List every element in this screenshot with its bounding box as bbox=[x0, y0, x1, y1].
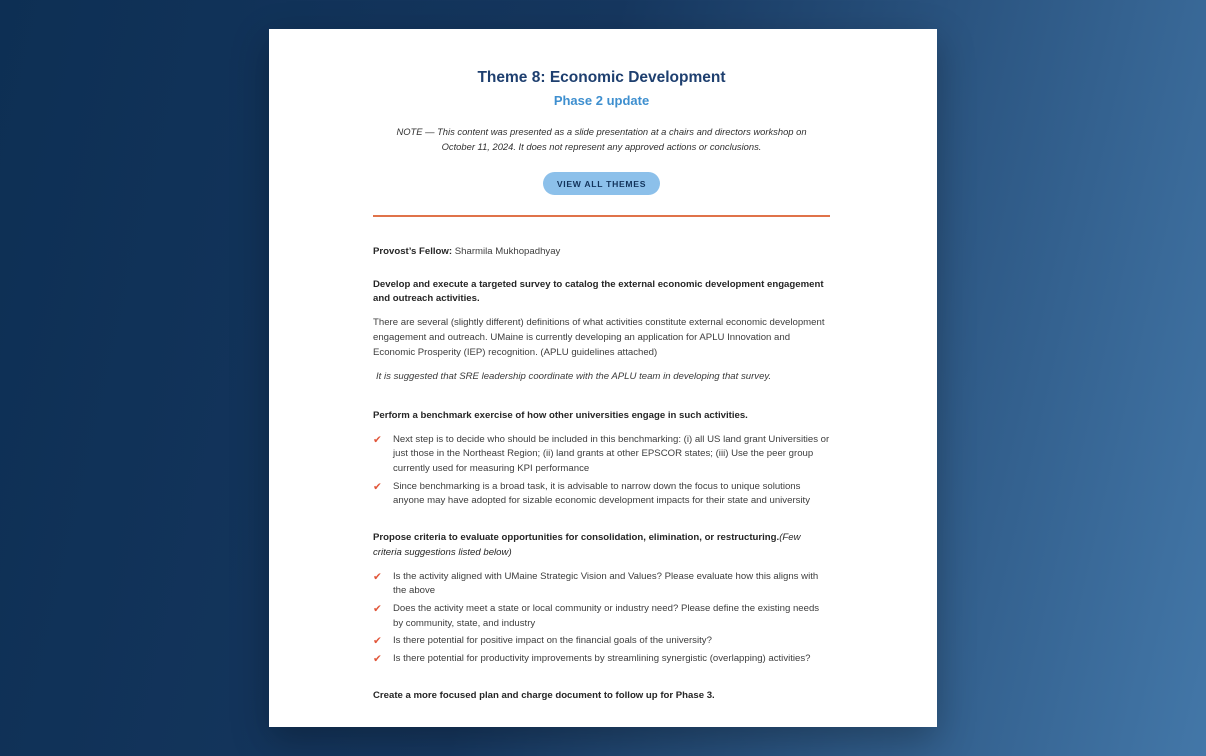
check-icon: ✔ bbox=[373, 635, 382, 648]
list-item-text: Is the activity aligned with UMaine Strategic Vision and Values? Please evaluate how this aligns with the above bbox=[393, 570, 819, 597]
criteria-list bbox=[373, 570, 830, 667]
criteria-heading bbox=[373, 531, 830, 560]
check-icon: ✔ bbox=[373, 480, 382, 493]
benchmark-list bbox=[373, 433, 830, 510]
list-item bbox=[373, 433, 830, 477]
list-item bbox=[373, 570, 830, 599]
list-item-text: Does the activity meet a state or local community or industry need? Please define the existing needs by community, state, and industry bbox=[393, 602, 820, 629]
criteria-heading-italic: (Few criteria suggestions listed below) bbox=[373, 532, 801, 558]
list-item bbox=[373, 602, 830, 631]
check-icon: ✔ bbox=[373, 433, 382, 446]
list-item bbox=[373, 480, 830, 509]
button-row bbox=[373, 172, 830, 195]
list-item bbox=[373, 652, 830, 667]
view-all-themes-button[interactable]: VIEW ALL THEMES bbox=[543, 172, 660, 195]
presentation-note: NOTE — This content was presented as a slide presentation at a chairs and directors workshop on October 11, 2024. It does not represent any approved actions or conclusions. bbox=[396, 126, 807, 152]
page-subtitle: Phase 2 update bbox=[553, 93, 650, 108]
provost-fellow-line bbox=[373, 245, 830, 260]
list-item-text: Is there potential for productivity improvements by streamlining synergistic (overlapping) activities? bbox=[393, 653, 811, 665]
survey-heading: Develop and execute a targeted survey to catalog the external economic development engagement and outreach activities. bbox=[373, 278, 824, 305]
closing-heading: Create a more focused plan and charge document to follow up for Phase 3. bbox=[373, 689, 715, 701]
list-item-text: Is there potential for positive impact on the financial goals of the university? bbox=[393, 635, 712, 647]
criteria-heading-bold: Propose criteria to evaluate opportunities for consolidation, elimination, or restructuring. bbox=[373, 532, 780, 544]
benchmark-heading: Perform a benchmark exercise of how other universities engage in such activities. bbox=[373, 409, 748, 421]
check-icon: ✔ bbox=[373, 570, 382, 583]
survey-suggestion: It is suggested that SRE leadership coordinate with the APLU team in developing that survey. bbox=[376, 371, 772, 383]
page-title: Theme 8: Economic Development bbox=[477, 69, 726, 86]
orange-divider bbox=[373, 215, 830, 217]
check-icon: ✔ bbox=[373, 602, 382, 615]
list-item-text: Since benchmarking is a broad task, it is advisable to narrow down the focus to unique solutions anyone may have adopted for sizable economic development impacts for their state and university bbox=[393, 480, 811, 507]
provost-fellow-label: Provost’s Fellow: bbox=[373, 246, 453, 257]
survey-paragraph: There are several (slightly different) definitions of what activities constitute external economic development engagement and outreach. UMaine is currently developing an application for APLU Innovation and Economic Prosperity (IEP) recognition. (APLU guidelines attached) bbox=[373, 317, 825, 358]
list-item bbox=[373, 634, 830, 649]
check-icon: ✔ bbox=[373, 653, 382, 666]
document-card bbox=[269, 29, 937, 727]
list-item-text: Next step is to decide who should be included in this benchmarking: (i) all US land grant Universities or just those in the Northeast Region; (ii) land grants at other EPSCOR states; (iii) Use the peer group currently used for measuring KPI performance bbox=[393, 433, 830, 475]
provost-fellow-name: Sharmila Mukhopadhyay bbox=[452, 246, 561, 257]
